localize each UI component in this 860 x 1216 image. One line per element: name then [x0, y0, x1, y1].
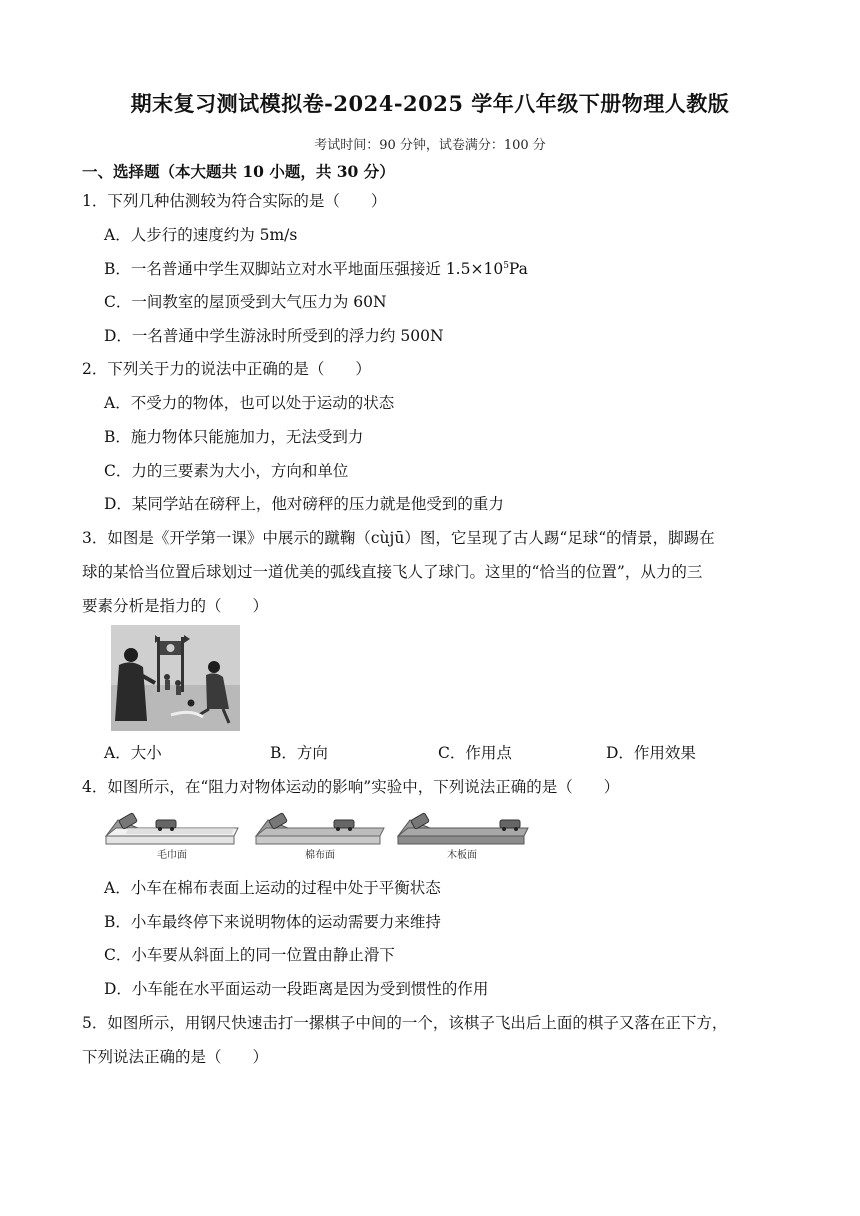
question-1-option-b: B．一名普通中学生双脚站立对水平地面压强接近 $1.5\times 10^5Pa$	[104, 260, 528, 278]
question-2-stem: 2．下列关于力的说法中正确的是（ ）	[82, 360, 371, 378]
question-3-option-b: B．方向	[270, 744, 328, 762]
towel-surface-panel	[106, 813, 238, 861]
question-2-option-b: B．施力物体只能施加力，无法受到力	[104, 428, 364, 446]
question-1-option-a: A．人步行的速度约为 5m/s	[104, 226, 298, 244]
question-4-option-a: A．小车在棉布表面上运动的过程中处于平衡状态	[104, 879, 441, 897]
question-2-option-c: C．力的三要素为大小，方向和单位	[104, 462, 349, 480]
question-3-option-c: C．作用点	[438, 744, 512, 762]
question-4-option-c: C．小车要从斜面上的同一位置由静止滑下	[104, 946, 395, 964]
caption-cotton: 棉布面	[305, 850, 335, 861]
question-3-line-2: 球的某恰当位置后球划过一道优美的弧线直接飞人了球门。这里的“恰当的位置”，从力的三	[82, 563, 703, 581]
caption-towel: 毛巾面	[157, 850, 187, 861]
caption-wood: 木板面	[447, 850, 477, 861]
question-3-option-a: A．大小	[104, 744, 162, 762]
section-heading: 一、选择题（本大题共 10 小题，共 30 分）	[82, 162, 395, 181]
question-4-option-b: B．小车最终停下来说明物体的运动需要力来维持	[104, 913, 441, 931]
question-3-line-1: 3．如图是《开学第一课》中展示的蹴鞠（cùjū）图，它呈现了古人踢“足球“的情景，脚踢在	[82, 529, 715, 547]
question-3-line-3: 要素分析是指力的（ ）	[82, 597, 269, 615]
question-1-option-d: D．一名普通中学生游泳时所受到的浮力约 500N	[104, 327, 444, 345]
question-3-option-d: D．作用效果	[606, 744, 696, 762]
question-4-stem: 4．如图所示，在“阻力对物体运动的影响”实验中，下列说法正确的是（ ）	[82, 778, 620, 796]
question-2-option-a: A．不受力的物体，也可以处于运动的状态	[104, 394, 395, 412]
exam-info: 考试时间：90 分钟，试卷满分：100 分	[314, 138, 546, 153]
friction-experiment-figure	[104, 808, 529, 864]
cuju-illustration	[111, 625, 240, 731]
wood-surface-panel	[398, 813, 528, 861]
question-4-option-d: D．小车能在水平面运动一段距离是因为受到惯性的作用	[104, 980, 489, 998]
page-title: 期末复习测试模拟卷-2024-2025 学年八年级下册物理人教版	[130, 91, 730, 116]
question-2-option-d: D．某同学站在磅秤上，他对磅秤的压力就是他受到的重力	[104, 495, 504, 513]
question-5-line-2: 下列说法正确的是（ ）	[82, 1048, 269, 1066]
cotton-surface-panel	[256, 813, 384, 861]
question-1-stem: 1．下列几种估测较为符合实际的是（ ）	[82, 192, 387, 210]
question-5-line-1: 5．如图所示，用钢尺快速击打一摞棋子中间的一个，该棋子飞出后上面的棋子又落在正下方，	[82, 1014, 728, 1032]
question-1-option-c: C．一间教室的屋顶受到大气压力为 60N	[104, 293, 387, 311]
